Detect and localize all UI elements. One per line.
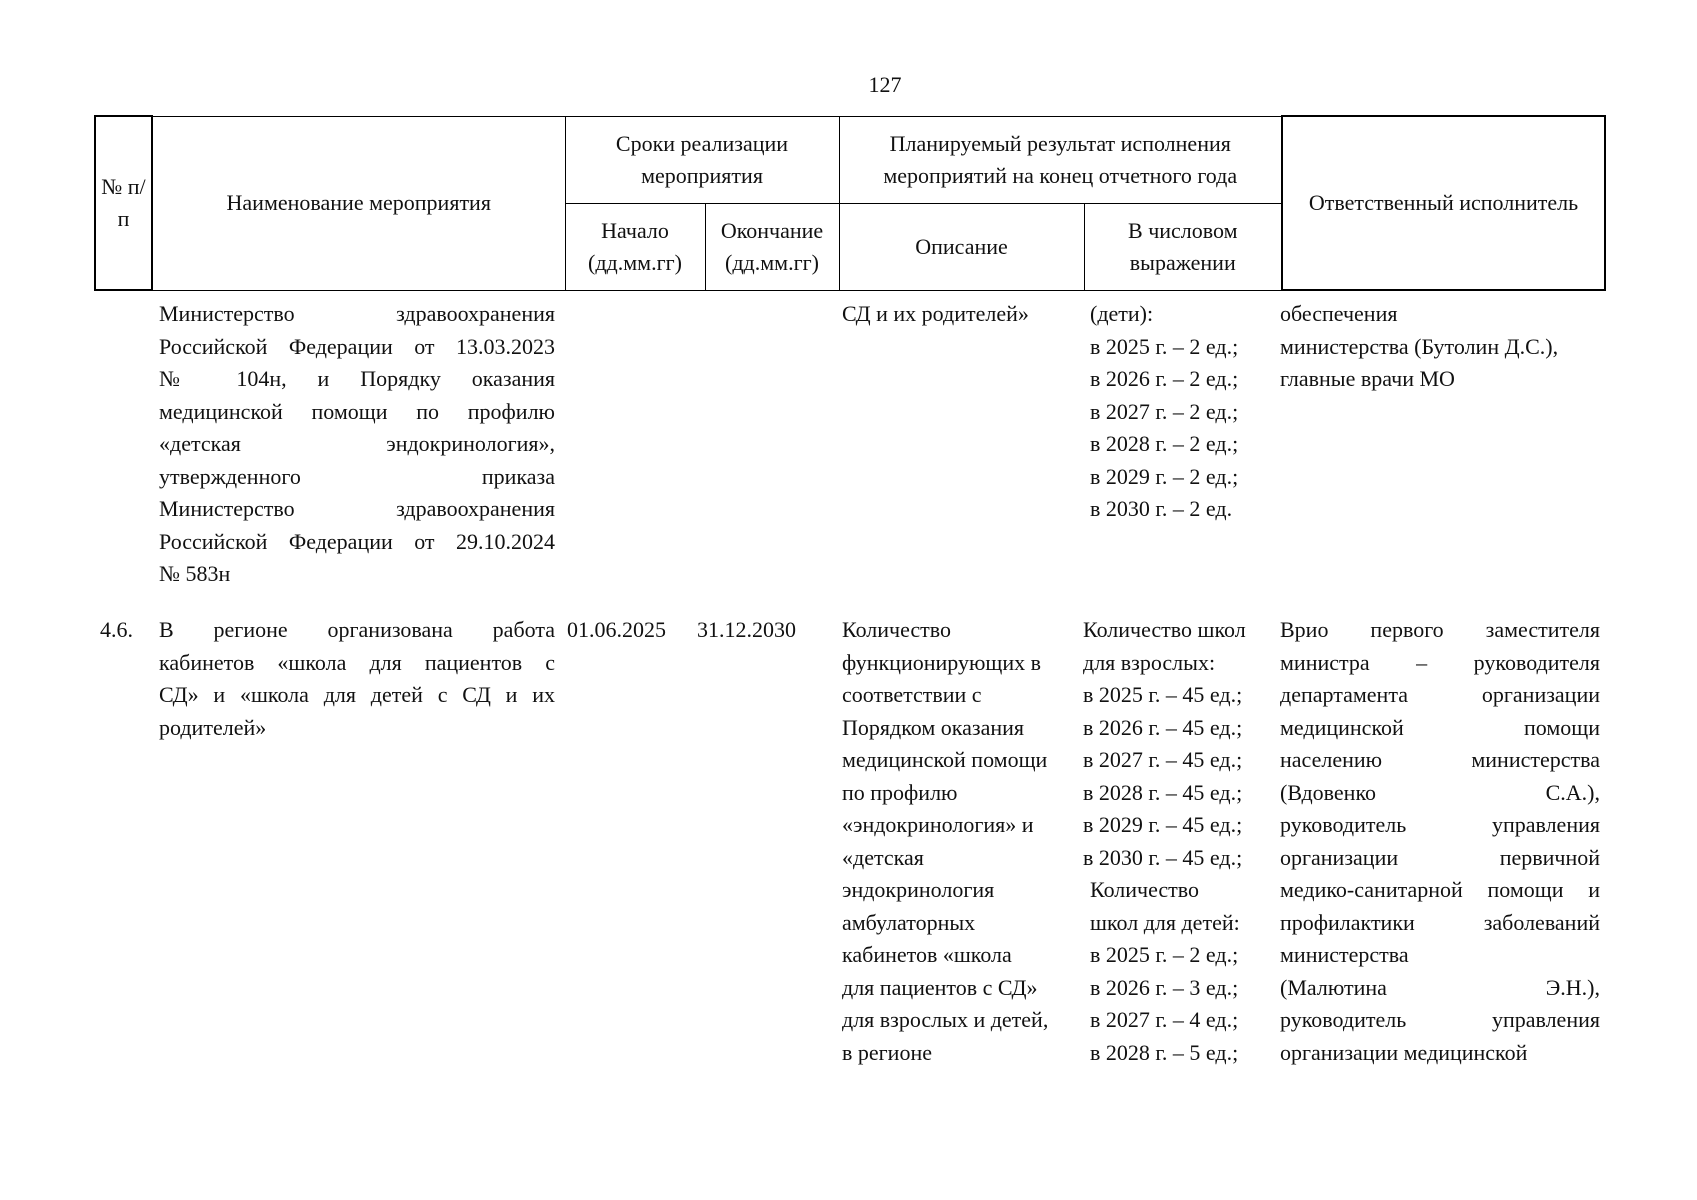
row-cont-name (159, 298, 555, 591)
row-46-num: 4.6. (100, 617, 133, 642)
cell-line: Министерство здравоохранения (159, 496, 555, 521)
cell-line: в 2027 г. – 2 ед.; (1090, 398, 1239, 424)
cell-line: в 2029 г. – 2 ед.; (1090, 463, 1239, 489)
cell-line: Российской Федерации от 29.10.2024 (159, 528, 555, 554)
cell-line: амбулаторных (842, 909, 976, 935)
cell-line: школ для детей: (1090, 909, 1240, 935)
cell-line: в 2029 г. – 45 ед.; (1083, 812, 1243, 837)
cell-line: в регионе (842, 1039, 932, 1065)
row-cont-responsible (1280, 298, 1600, 396)
row-cont-numeric (1090, 298, 1282, 526)
cell-line: (Вдовенко С.А.), (1280, 779, 1600, 805)
cell-line: населению министерства (1280, 747, 1600, 772)
cell-line: главные врачи МО (1280, 366, 1455, 391)
cell-line: кабинетов «школа для пациентов с (159, 649, 555, 675)
cell-line: для взрослых и детей, (842, 1007, 1049, 1032)
cell-line: соответствии с (842, 682, 982, 707)
header-numeric: В числовом выражении (1084, 203, 1282, 290)
cell-line: в 2025 г. – 2 ед.; (1090, 333, 1239, 359)
row-cont-description (842, 298, 1082, 331)
header-responsible: Ответственный исполнитель (1282, 116, 1605, 290)
cell-line: в 2025 г. – 45 ед.; (1083, 682, 1243, 707)
header-result: Планируемый результат исполнения мероприятий на конец отчетного года (839, 116, 1282, 203)
row-46-description (842, 614, 1082, 1069)
header-terms: Сроки реализации мероприятия (565, 116, 839, 203)
row-46-start: 01.06.2025 (567, 617, 666, 642)
cell-line: медико-санитарной помощи и (1280, 877, 1600, 902)
cell-line: медицинской помощи (1280, 714, 1600, 740)
cell-line: Министерство здравоохранения (159, 301, 555, 326)
cell-line: в 2027 г. – 4 ед.; (1090, 1007, 1239, 1032)
cell-line: по профилю (842, 779, 958, 805)
cell-line: кабинетов «школа (842, 942, 1012, 967)
row-46-name (159, 614, 555, 744)
cell-line: в 2026 г. – 2 ед.; (1090, 366, 1239, 391)
cell-line: в 2028 г. – 5 ед.; (1090, 1039, 1239, 1065)
cell-line: (Малютина Э.Н.), (1280, 974, 1600, 1000)
cell-line: Врио первого заместителя (1280, 617, 1600, 642)
cell-line: «детская эндокринология», (159, 431, 555, 456)
cell-line: в 2027 г. – 45 ед.; (1083, 747, 1243, 772)
header-start: Начало (дд.мм.гг) (565, 203, 705, 290)
cell-line: руководитель управления (1280, 812, 1600, 837)
cell-line: утвержденного приказа (159, 463, 555, 489)
cell-line: «детская (842, 844, 924, 870)
cell-line: в 2030 г. – 45 ед.; (1083, 844, 1243, 870)
cell-line: Количество (1090, 877, 1200, 902)
cell-line: в 2026 г. – 3 ед.; (1090, 974, 1239, 1000)
cell-line: эндокринология (842, 877, 995, 902)
cell-line: в 2028 г. – 45 ед.; (1083, 779, 1243, 805)
header-num: № п/п (95, 116, 152, 290)
cell-line: СД» и «школа для детей с СД и их (159, 682, 555, 707)
cell-line: в 2030 г. – 2 ед. (1090, 496, 1233, 521)
row-46-numeric-child (1090, 874, 1282, 1069)
cell-line: для пациентов с СД» (842, 974, 1038, 1000)
header-description: Описание (839, 203, 1084, 290)
cell-line: руководитель управления (1280, 1007, 1600, 1032)
cell-line: министерства (Бутолин Д.С.), (1280, 333, 1559, 359)
cell-line: Количество (842, 617, 952, 642)
cell-line: для взрослых: (1083, 649, 1216, 675)
cell-line: № 583н (159, 561, 231, 586)
cell-line: профилактики заболеваний (1280, 909, 1600, 935)
cell-line: (дети): (1090, 301, 1154, 326)
cell-line: в 2025 г. – 2 ед.; (1090, 942, 1239, 967)
cell-line: департамента организации (1280, 682, 1600, 707)
cell-line: № 104н, и Порядку оказания (159, 366, 555, 391)
row-46-responsible (1280, 614, 1600, 1069)
cell-line: Российской Федерации от 13.03.2023 (159, 333, 555, 359)
cell-line: В регионе организована работа (159, 617, 555, 642)
cell-line: в 2028 г. – 2 ед.; (1090, 431, 1239, 456)
header-end: Окончание (дд.мм.гг) (705, 203, 839, 290)
cell-line: организации медицинской (1280, 1039, 1528, 1065)
cell-line: родителей» (159, 714, 267, 740)
cell-line: медицинской помощи (842, 747, 1048, 772)
cell-line: в 2026 г. – 45 ед.; (1083, 714, 1243, 740)
table-header (94, 115, 1606, 291)
cell-line: СД и их родителей» (842, 301, 1029, 326)
cell-line: министра – руководителя (1280, 649, 1600, 675)
cell-line: организации первичной (1280, 844, 1600, 870)
cell-line: Количество школ (1083, 617, 1246, 642)
cell-line: функционирующих в (842, 649, 1042, 675)
cell-line: обеспечения (1280, 301, 1398, 326)
cell-line: медицинской помощи по профилю (159, 398, 555, 424)
header-name: Наименование мероприятия (152, 116, 565, 290)
row-46-numeric-adult (1083, 614, 1283, 874)
cell-line: Порядком оказания (842, 714, 1025, 740)
cell-line: министерства (1280, 942, 1409, 967)
cell-line: «эндокринология» и (842, 812, 1034, 837)
row-46-end: 31.12.2030 (697, 617, 796, 642)
page-number: 127 (868, 72, 902, 97)
